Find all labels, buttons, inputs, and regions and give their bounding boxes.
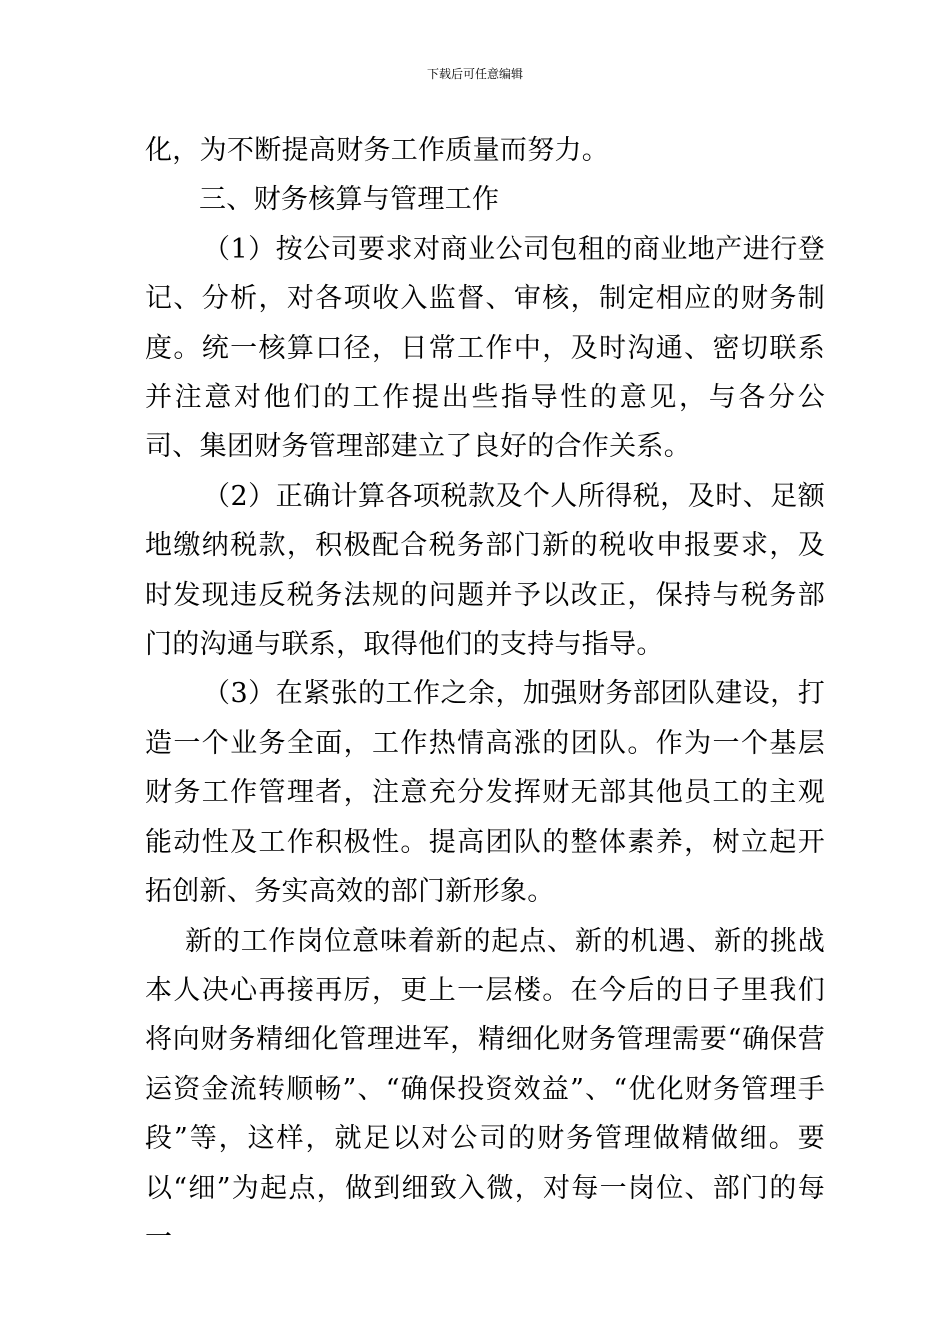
page-header-note: 下载后可任意编辑 xyxy=(426,67,523,81)
closing-paragraph: 新的工作岗位意味着新的起点、新的机遇、新的挑战本人决心再接再厉，更上一层楼。在今后的日子里我们将向财务精细化管理进军，精细化财务管理需要“确保营运资金流转顺畅”、“确保投资效益”、“优化财务管理手段”等，这样，就足以对公司的财务管理做精做细。要以“细”为起点，做到细致入微，对每一岗位、部门的每一 xyxy=(145,925,825,1253)
continuation-paragraph: 化，为不断提高财务工作质量而努力。 xyxy=(145,135,610,166)
list-item-1: （1）按公司要求对商业公司包租的商业地产进行登记、分析，对各项收入监督、审核，制定相应的财务制度。统一核算口径，日常工作中，及时沟通、密切联系并注意对他们的工作提出些指导性的意见，与各分公司、集团财务管理部建立了良好的合作关系。 xyxy=(145,233,825,463)
document-body xyxy=(145,126,825,1262)
list-item-2: （2）正确计算各项税款及个人所得税，及时、足额地缴纳税款，积极配合税务部门新的税收申报要求，及时发现违反税务法规的问题并予以改正，保持与税务部门的沟通与联系，取得他们的支持与指导。 xyxy=(145,480,825,661)
list-item-3: （3）在紧张的工作之余，加强财务部团队建设，打造一个业务全面，工作热情高涨的团队。作为一个基层财务工作管理者，注意充分发挥财无部其他员工的主观能动性及工作积极性。提高团队的整体素养，树立起开拓创新、务实高效的部门新形象。 xyxy=(145,678,825,908)
section-heading: 三、财务核算与管理工作 xyxy=(199,184,500,216)
